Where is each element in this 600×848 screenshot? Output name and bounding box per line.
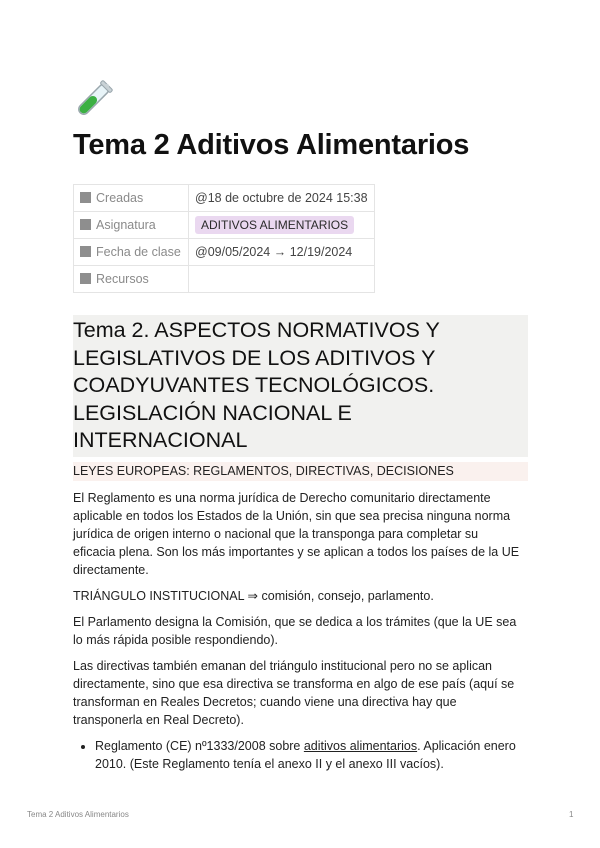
page-title: Tema 2 Aditivos Alimentarios <box>73 129 470 161</box>
property-value[interactable]: @09/05/2024 → 12/19/2024 <box>189 239 375 266</box>
heading-line: Tema 2. ASPECTOS NORMATIVOS Y <box>73 318 440 342</box>
paragraph-directivas <box>73 657 528 729</box>
text-line: transforman en Reales Decretos; cuando viene una directiva hay que <box>73 694 457 709</box>
text-line: Las directivas también emanan del triángulo institucional pero no se aplican <box>73 658 493 673</box>
section-heading <box>73 315 528 457</box>
property-label: Fecha de clase <box>96 245 181 259</box>
test-tube-icon <box>71 78 115 122</box>
aditivos-link[interactable]: aditivos alimentarios <box>303 738 418 753</box>
property-type-icon <box>80 219 91 230</box>
paragraph-parlamento <box>73 613 528 649</box>
heading-line: COADYUVANTES TECNOLÓGICOS. <box>73 373 435 397</box>
property-label: Asignatura <box>96 218 156 232</box>
text-line: El Reglamento es una norma jurídica de Derecho comunitario directamente <box>73 490 491 505</box>
paragraph-reglamento <box>73 489 528 579</box>
property-type-icon <box>80 273 91 284</box>
text-line: lo más rápida posible respondiendo). <box>73 632 278 647</box>
text-line: aplicable en todos los Estados de la Unión, sin que sea precisa ninguna norma <box>73 508 511 523</box>
property-row-fecha <box>74 239 375 266</box>
heading-line: LEGISLATIVOS DE LOS ADITIVOS Y <box>73 345 436 370</box>
page-number: 1 <box>569 810 574 819</box>
text-line: jurídica de origen interno o nacional que la transponga para completar su <box>73 526 479 541</box>
text-line: TRIÁNGULO INSTITUCIONAL ⇒ comisión, consejo, parlamento. <box>73 588 434 603</box>
property-label: Creadas <box>96 191 144 205</box>
text-line: El Parlamento designa la Comisión, que se dedica a los trámites (que la UE sea <box>73 614 517 629</box>
property-row-recursos <box>74 266 375 293</box>
property-type-icon <box>80 192 91 203</box>
text-line: eficacia plena. Son los más importantes y se aplican a todos los países de la UE <box>73 544 520 559</box>
text-line: transponerla en Real Decreto). <box>73 712 244 727</box>
subject-tag[interactable]: ADITIVOS ALIMENTARIOS <box>195 216 354 234</box>
property-value[interactable] <box>189 266 375 293</box>
list-item: • Reglamento (CE) nº1333/2008 sobre aditivos alimentarios. Aplicación enero 2010. (Este Reglamento tenía el anexo II y el anexo III vacíos). <box>95 737 528 773</box>
property-type-icon <box>80 246 91 257</box>
subheading-callout: LEYES EUROPEAS: REGLAMENTOS, DIRECTIVAS, DECISIONES <box>73 462 528 481</box>
property-row-asignatura <box>74 212 375 239</box>
property-value[interactable]: @18 de octubre de 2024 15:38 <box>189 185 375 212</box>
properties-table <box>73 184 375 293</box>
text-line: directamente, sino que esa directiva se transforma en algo de ese país (aquí se <box>73 676 515 691</box>
property-row-creadas <box>74 185 375 212</box>
property-label: Recursos <box>96 272 149 286</box>
heading-line: INTERNACIONAL <box>73 428 248 452</box>
paragraph-triangulo <box>73 587 528 605</box>
document-page <box>73 78 528 773</box>
footer-title: Tema 2 Aditivos Alimentarios <box>27 810 129 819</box>
text-line: directamente. <box>73 562 149 577</box>
heading-line: LEGISLACIÓN NACIONAL E <box>73 400 352 425</box>
bullet-list <box>73 737 528 773</box>
